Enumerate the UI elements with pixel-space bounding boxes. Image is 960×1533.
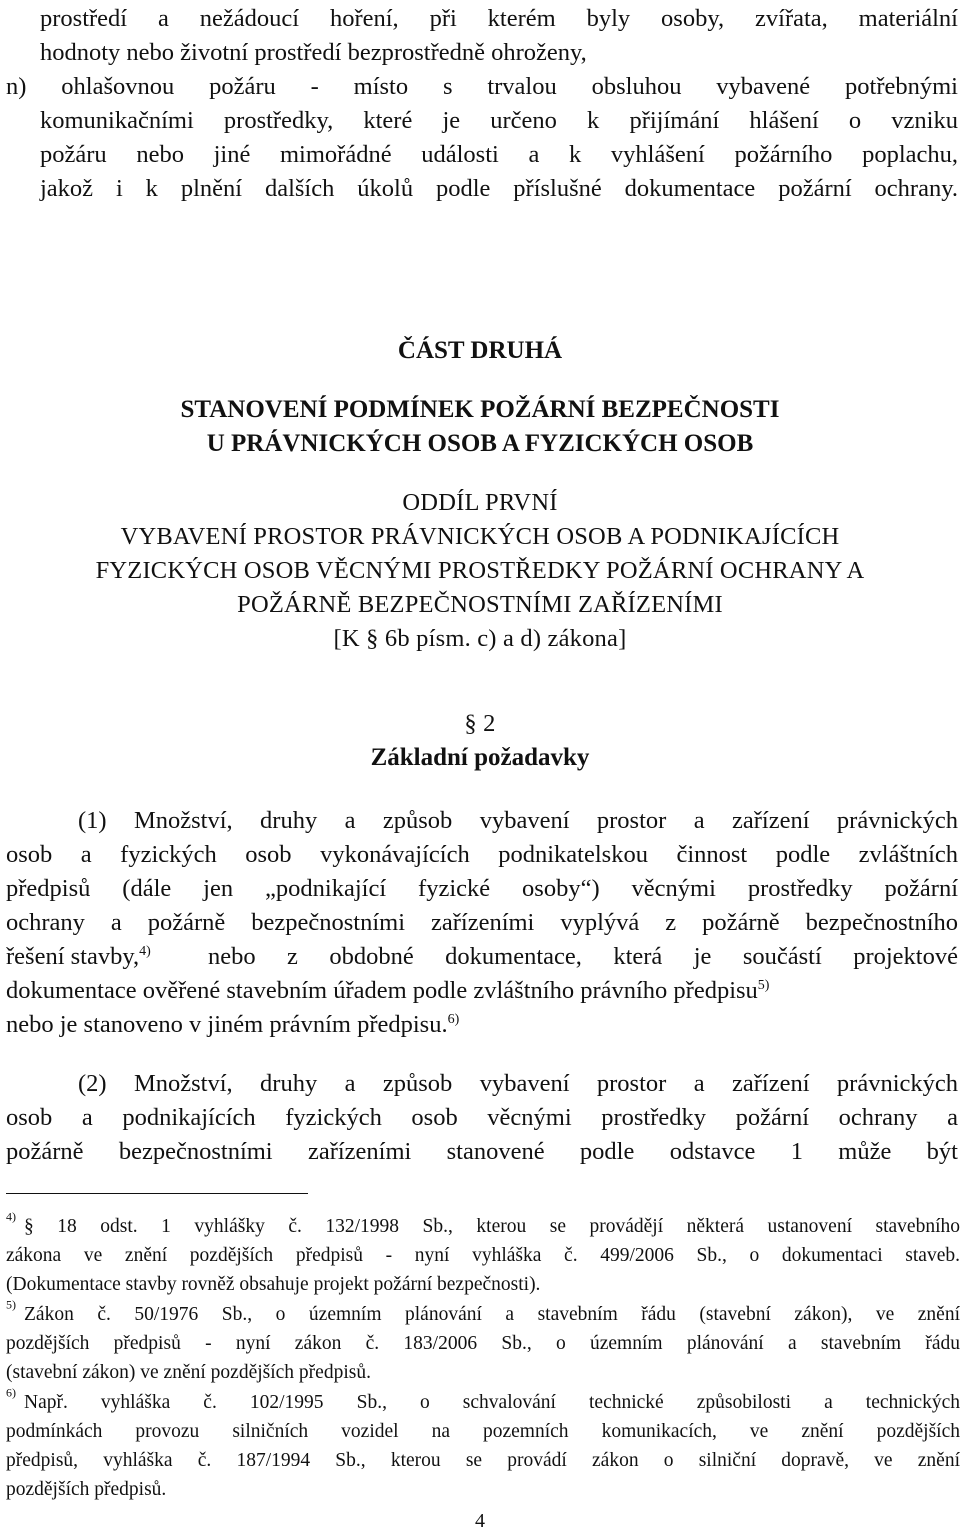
page-number: 4: [475, 1510, 485, 1532]
body-line: osob a podnikajících fyzických osob věcnými prostředky požární ochrany a: [6, 1104, 958, 1131]
footnote-line: pozdějších předpisů.: [6, 1479, 167, 1500]
footnote-marker: [6, 1384, 16, 1414]
footnote-ref: 6): [447, 1011, 460, 1027]
footnote-ref: 5): [757, 977, 770, 993]
body-text: dokumentace ověřené stavebním úřadem podle zvláštního právního předpisu: [6, 977, 758, 1004]
part-title: ČÁST DRUHÁ: [397, 337, 563, 364]
body-line: komunikačními prostředky, které je určeno k přijímání hlášení o vzniku: [40, 107, 958, 134]
footnote-mark: 5): [6, 1297, 16, 1312]
footnote-marker: [6, 1208, 16, 1238]
section-heading-line: POŽÁRNĚ BEZPEČNOSTNÍMI ZAŘÍZENÍMI: [237, 591, 723, 618]
body-text: nebo je stanoveno v jiném právním předpisu.: [6, 1011, 448, 1038]
body-line: ochrany a požárně bezpečnostními zařízeními vyplývá z požárně bezpečnostního: [6, 909, 958, 936]
footnote-ref: 4): [139, 943, 151, 959]
body-line: nebo z obdobné dokumentace, která je součástí projektové: [208, 943, 958, 970]
part-heading-line: U PRÁVNICKÝCH OSOB A FYZICKÝCH OSOB: [206, 430, 754, 457]
section-heading-line: [K § 6b písm. c) a d) zákona]: [333, 625, 627, 652]
footnote-line: Např. vyhláška č. 102/1995 Sb., o schvalování technické způsobilosti a technických: [24, 1392, 960, 1413]
footnote-mark: 4): [6, 1209, 16, 1224]
body-line: [6, 1008, 459, 1042]
footnote-line: předpisů, vyhláška č. 187/1994 Sb., kterou se provádí zákon o silniční dopravě, ve znění: [6, 1450, 960, 1471]
body-line: osob a fyzických osob vykonávajících podnikatelskou činnost podle zvláštních: [6, 841, 958, 868]
body-line: n) ohlašovnou požáru - místo s trvalou obsluhou vybavené potřebnými: [6, 73, 958, 100]
body-line: (1) Množství, druhy a způsob vybavení prostor a zařízení právnických: [78, 807, 958, 834]
body-line: požáru nebo jiné mimořádné události a k vyhlášení požárního poplachu,: [40, 141, 958, 168]
body-line: [6, 940, 151, 974]
body-line: požárně bezpečnostními zařízeními stanovené podle odstavce 1 může být: [6, 1138, 958, 1165]
footnote-mark: 6): [6, 1385, 16, 1400]
body-line: jakož i k plnění dalších úkolů podle příslušné dokumentace požární ochrany.: [40, 175, 958, 202]
footnote-line: § 18 odst. 1 vyhlášky č. 132/1998 Sb., kterou se provádějí některá ustanovení stavebního: [24, 1216, 960, 1237]
footnote-separator: [6, 1193, 308, 1194]
body-line: [6, 974, 769, 1008]
footnote-line: pozdějších předpisů - nyní zákon č. 183/2006 Sb., o územním plánování a stavebním řádu: [6, 1333, 960, 1354]
section-heading-line: FYZICKÝCH OSOB VĚCNÝMI PROSTŘEDKY POŽÁRNÍ OCHRANY A: [95, 557, 865, 584]
section-title: ODDÍL PRVNÍ: [402, 489, 558, 516]
part-heading-line: STANOVENÍ PODMÍNEK POŽÁRNÍ BEZPEČNOSTI: [180, 396, 780, 423]
footnote-line: Zákon č. 50/1976 Sb., o územním plánování a stavebním řádu (stavební zákon), ve znění: [24, 1304, 960, 1325]
body-text: řešení stavby,: [6, 943, 140, 970]
body-line: (2) Množství, druhy a způsob vybavení prostor a zařízení právnických: [78, 1070, 958, 1097]
body-line: předpisů (dále jen „podnikající fyzické osoby“) věcnými prostředky požární: [6, 875, 958, 902]
footnote-marker: [6, 1296, 16, 1326]
footnote-line: zákona ve znění pozdějších předpisů - nyní vyhláška č. 499/2006 Sb., o dokumentaci staveb.: [6, 1245, 960, 1266]
footnote-line: (stavební zákon) ve znění pozdějších předpisů.: [6, 1362, 371, 1383]
body-line: hodnoty nebo životní prostředí bezprostředně ohroženy,: [40, 39, 587, 66]
section-heading-line: VYBAVENÍ PROSTOR PRÁVNICKÝCH OSOB A PODNIKAJÍCÍCH: [120, 523, 840, 550]
footnote-line: podmínkách provozu silničních vozidel na pozemních komunikacích, ve znění pozdějších: [6, 1421, 960, 1442]
paragraph-title: Základní požadavky: [370, 744, 590, 771]
body-line: prostředí a nežádoucí hoření, při kterém byly osoby, zvířata, materiální: [40, 5, 958, 32]
footnote-line: (Dokumentace stavby rovněž obsahuje projekt požární bezpečnosti).: [6, 1274, 541, 1295]
paragraph-number: § 2: [464, 710, 496, 737]
